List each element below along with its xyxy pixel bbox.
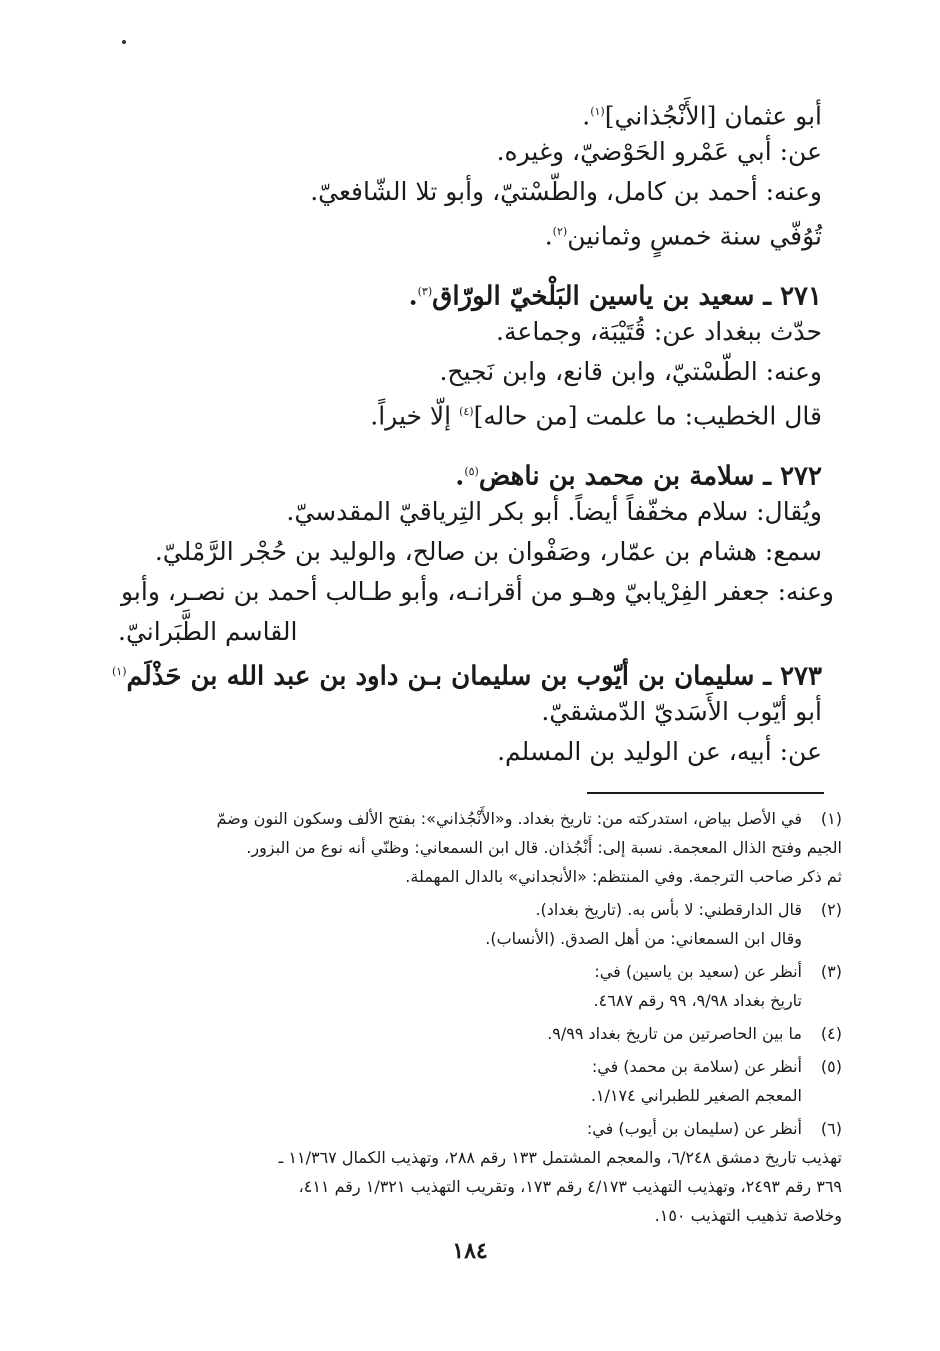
footnote-line: ٣٦٩ رقم ٢٤٩٣، وتهذيب التهذيب ٤/١٧٣ رقم ١٧٣، وتقريب التهذيب ١/٣٢١ رقم ٤١١، (298, 1177, 842, 1196)
footnote-2 (122, 895, 842, 953)
text-line: ويُقال: سلام مخفّفاً أيضاً. أبو بكر التِرياقيّ المقدسيّ. (286, 497, 822, 526)
footnote-3 (122, 957, 842, 1015)
heading-text: ٢٧٣ ـ سليمان بن أيّوب بن سليمان بـن داود بن عبد الله بن حَذْلَم (126, 661, 822, 692)
heading-text: ٢٧١ ـ سعيد بن ياسين البَلْخيّ الورّاق (432, 281, 822, 312)
footnote-number: (٥) (820, 1057, 842, 1076)
footnote-line: وخلاصة تذهيب التهذيب ١٥٠. (654, 1206, 842, 1225)
footnote-line: تهذيب تاريخ دمشق ٦/٢٤٨، والمعجم المشتمل ١٣٣ رقم ٢٨٨، وتهذيب الكمال ١١/٣٦٧ ـ (278, 1148, 842, 1167)
footnote-ref[interactable]: (٥) (464, 465, 479, 478)
footnote-6 (122, 1114, 842, 1230)
footnote-1 (122, 804, 842, 891)
text-segment: . (408, 281, 418, 312)
text-segment: تُوُفّي سنة خمسٍ وثمانين (567, 221, 822, 251)
text-line: أبو أيّوب الأَسَديّ الدّمشقيّ. (541, 697, 822, 726)
main-text (112, 92, 834, 772)
footnote-body (122, 1019, 802, 1048)
text-segment: أبو عثمان [الأَنْجُذاني] (604, 101, 822, 131)
footnote-number: (٢) (820, 900, 842, 919)
text-line (122, 92, 822, 132)
footnote-4 (122, 1019, 842, 1048)
text-line: وعنه: جعفر الفِرْيابيّ وهـو من أقرانـه، وأبو طـالب أحمد بن نصـر، وأبو (121, 577, 834, 606)
footnote-line: أنظر عن (سليمان بن أيوب) في: (586, 1119, 802, 1138)
text-line (122, 392, 822, 432)
text-segment: . (455, 461, 465, 492)
text-segment: قال الخطيب: ما علمت [من حاله] (473, 401, 822, 431)
footnote-ref[interactable]: (٢) (552, 225, 568, 238)
footnote-line: وقال ابن السمعاني: من أهل الصدق. (الأنساب). (485, 929, 802, 948)
footnote-ref[interactable]: (٣) (417, 285, 433, 298)
page-speck (122, 40, 126, 44)
entry-gap (122, 252, 822, 272)
entry-gap (122, 432, 822, 452)
text-line: وعنه: أحمد بن كامل، والطّسْتيّ، وأبو تلا الشّافعيّ. (310, 177, 822, 206)
footnote-number: (١) (820, 809, 842, 828)
footnote-line: ما بين الحاصرتين من تاريخ بغداد ٩/٩٩. (547, 1024, 802, 1043)
entry-heading-273 (112, 652, 822, 692)
footnote-ref[interactable]: (١) (112, 665, 127, 678)
footnote-body (122, 804, 842, 891)
footnote-number: (٦) (820, 1119, 842, 1138)
footnote-number: (٣) (820, 962, 842, 981)
footnotes (122, 804, 842, 1234)
footnote-5 (122, 1052, 842, 1110)
footnote-line: أنظر عن (سعيد بن ياسين) في: (594, 962, 802, 981)
text-segment: إلّا خيراً. (370, 401, 460, 431)
footnote-number: (٤) (820, 1024, 842, 1043)
footnote-body (122, 1052, 802, 1110)
heading-text: ٢٧٢ ـ سلامة بن محمد بن ناهض (478, 461, 822, 492)
text-line: سمع: هشام بن عمّار، وصَفْوان بن صالح، والوليد بن حُجْر الرَّمْليّ. (154, 537, 822, 566)
text-line (122, 212, 822, 252)
footnote-line: تاريخ بغداد ٩/٩٨، ٩٩ رقم ٤٦٨٧. (593, 991, 802, 1010)
footnote-separator (587, 792, 824, 794)
text-line: عن: أبيه، عن الوليد بن المسلم. (497, 737, 822, 766)
page-number: ١٨٤ (452, 1238, 488, 1264)
text-segment: . (582, 101, 591, 131)
footnote-line: المعجم الصغير للطبراني ١/١٧٤. (590, 1086, 802, 1105)
footnote-line: الجيم وفتح الذال المعجمة. نسبة إلى: أَنْجُذان. قال ابن السمعاني: وظنّي أنه نوع من البزور. (246, 838, 842, 857)
footnote-body (122, 957, 802, 1015)
text-segment: . (544, 221, 553, 251)
footnote-body (122, 895, 802, 953)
text-line: وعنه: الطّسْتيّ، وابن قانع، وابن نَجيح. (439, 357, 822, 386)
footnote-line: قال الدارقطني: لا بأس به. (تاريخ بغداد). (535, 900, 802, 919)
footnote-line: ثم ذكر صاحب الترجمة. وفي المنتظم: «الأنجداني» بالدال المهملة. (405, 867, 842, 886)
footnote-body (122, 1114, 842, 1230)
footnote-ref[interactable]: (١) (590, 105, 605, 118)
footnote-line: أنظر عن (سلامة بن محمد) في: (591, 1057, 802, 1076)
text-line: حدّث ببغداد عن: قُتَيْبَة، وجماعة. (496, 317, 822, 346)
footnote-ref[interactable]: (٤) (459, 405, 474, 418)
entry-heading-272 (122, 452, 822, 492)
footnote-line: في الأصل بياض، استدركته من: تاريخ بغداد. و«الأَنْجُذاني»: بفتح الألف وسكون النون وضمّ (216, 809, 802, 828)
text-line: عن: أبي عَمْرو الحَوْضيّ، وغيره. (496, 137, 822, 166)
entry-heading-271 (122, 272, 822, 312)
text-line: القاسم الطَّبَرانيّ. (118, 617, 298, 646)
